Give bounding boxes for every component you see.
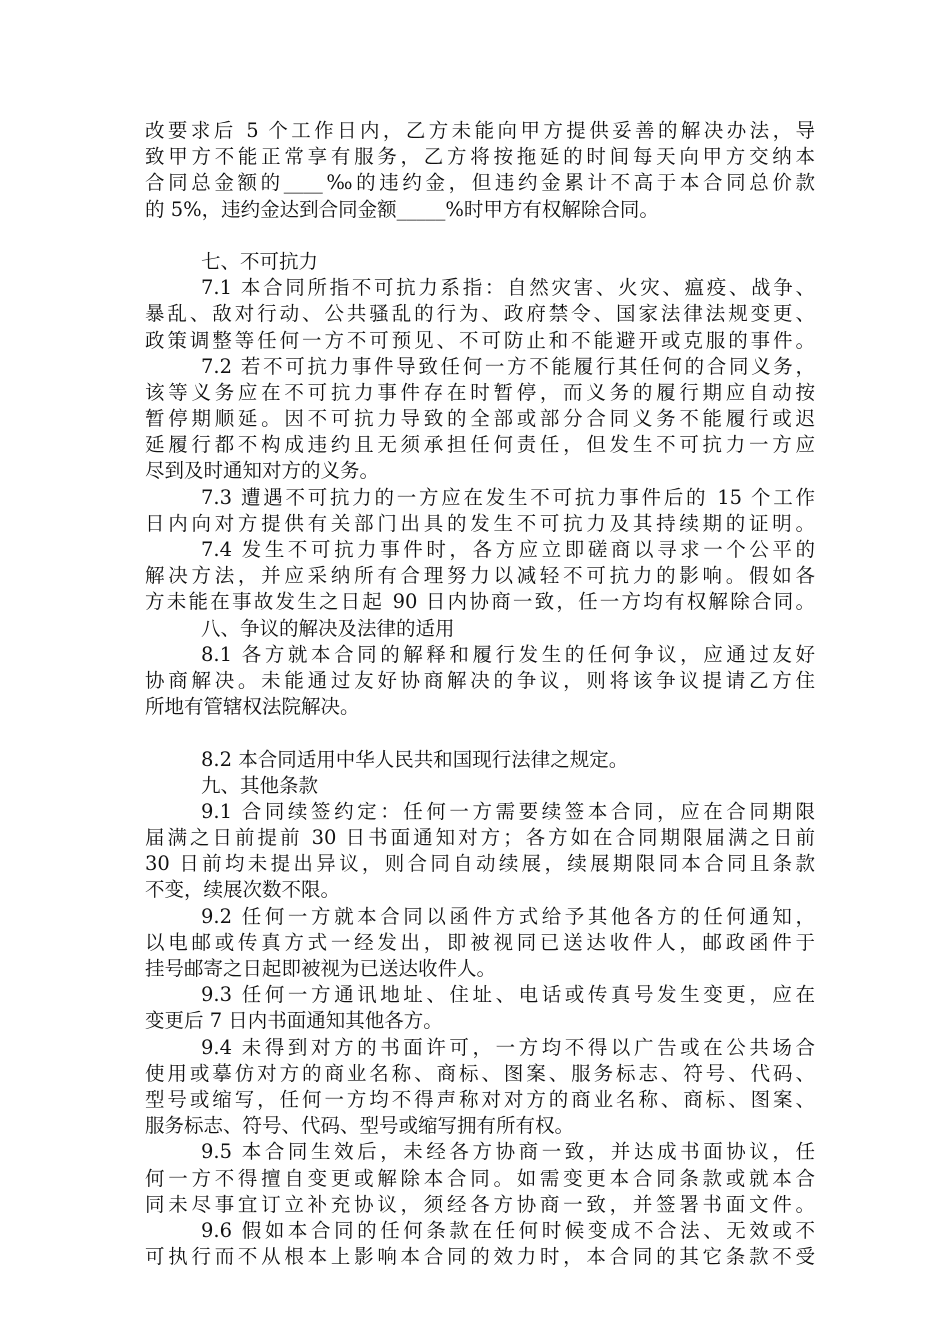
- blank-line: [145, 223, 815, 249]
- text-line: 改要求后 5 个工作日内，乙方未能向甲方提供妥善的解决办法，导: [145, 119, 815, 142]
- text-line: 政策调整等任何一方不可预见、不可防止和不能避开或克服的事件。: [145, 328, 815, 352]
- text-line: 该等义务应在不可抗力事件存在时暂停，而义务的履行期应自动按: [145, 380, 815, 404]
- text-line: 同未尽事宜订立补充协议，须经各方协商一致，并签署书面文件。: [145, 1192, 815, 1216]
- text-line: 9.1 合同续签约定：任何一方需要续签本合同，应在合同期限: [201, 799, 815, 823]
- text-line: 挂号邮寄之日起即被视为已送达收件人。: [145, 957, 497, 980]
- text-line: 9.5 本合同生效后，未经各方协商一致，并达成书面协议，任: [201, 1140, 815, 1164]
- text-line: 30 日前均未提出异议，则合同自动续展，续展期限同本合同且条款: [145, 852, 815, 876]
- text-line: 不变，续展次数不限。: [145, 878, 341, 902]
- text-line: 合同总金额的____‰的违约金，但违约金累计不高于本合同总价款: [145, 171, 815, 195]
- text-line: 型号或缩写，任何一方均不得声称对对方的商业名称、商标、图案、: [145, 1087, 815, 1111]
- text-line: 使用或摹仿对方的商业名称、商标、图案、服务标志、符号、代码、: [145, 1061, 815, 1085]
- text-line: 届满之日前提前 30 日书面通知对方；各方如在合同期限届满之日前: [145, 826, 815, 850]
- text-line: 暴乱、敌对行动、公共骚乱的行为、政府禁令、国家法律法规变更、: [145, 302, 815, 326]
- text-line: 9.4 未得到对方的书面许可，一方均不得以广告或在公共场合: [201, 1035, 815, 1059]
- text-line: 以电邮或传真方式一经发出，即被视同已送达收件人，邮政函件于: [145, 930, 815, 954]
- text-line: 解决方法，并应采纳所有合理努力以减轻不可抗力的影响。假如各: [145, 564, 815, 588]
- text-line: 致甲方不能正常享有服务，乙方将按拖延的时间每天向甲方交纳本: [145, 145, 815, 169]
- text-line: 9.2 任何一方就本合同以函件方式给予其他各方的任何通知，: [201, 904, 815, 928]
- text-line: 变更后 7 日内书面通知其他各方。: [145, 1009, 443, 1033]
- text-line: 九、其他条款: [201, 773, 319, 797]
- text-line: 7.4 发生不可抗力事件时，各方应立即磋商以寻求一个公平的: [201, 538, 815, 561]
- text-line: 7.1 本合同所指不可抗力系指：自然灾害、火灾、瘟疫、战争、: [201, 276, 815, 300]
- text-line: 的 5%，违约金达到合同金额_____%时甲方有权解除合同。: [145, 197, 659, 221]
- text-line: 9.3 任何一方通讯地址、住址、电话或传真号发生变更，应在: [201, 983, 815, 1007]
- text-line: 8.1 各方就本合同的解释和履行发生的任何争议，应通过友好: [201, 642, 815, 666]
- text-line: 8.2 本合同适用中华人民共和国现行法律之规定。: [201, 747, 629, 771]
- blank-line: [145, 720, 815, 746]
- text-line: 7.3 遭遇不可抗力的一方应在发生不可抗力事件后的 15 个工作: [201, 485, 815, 509]
- text-line: 尽到及时通知对方的义务。: [145, 459, 380, 483]
- text-line: 可执行而不从根本上影响本合同的效力时，本合同的其它条款不受: [145, 1245, 815, 1269]
- text-line: 服务标志、符号、代码、型号或缩写拥有所有权。: [145, 1114, 575, 1138]
- text-line: 八、争议的解决及法律的适用: [201, 616, 455, 640]
- text-line: 7.2 若不可抗力事件导致任何一方不能履行其任何的合同义务，: [201, 354, 815, 378]
- text-line: 暂停期顺延。因不可抗力导致的全部或部分合同义务不能履行或迟: [145, 407, 815, 431]
- text-line: 日内向对方提供有关部门出具的发生不可抗力及其持续期的证明。: [145, 511, 815, 535]
- text-line: 何一方不得擅自变更或解除本合同。如需变更本合同条款或就本合: [145, 1166, 815, 1190]
- text-line: 协商解决。未能通过友好协商解决的争议，则将该争议提请乙方住: [145, 668, 815, 692]
- text-line: 所地有管辖权法院解决。: [145, 695, 360, 719]
- text-line: 七、不可抗力: [201, 249, 319, 273]
- text-line: 延履行都不构成违约且无须承担任何责任，但发生不可抗力一方应: [145, 433, 815, 457]
- text-line: 9.6 假如本合同的任何条款在任何时候变成不合法、无效或不: [201, 1218, 815, 1242]
- text-line: 方未能在事故发生之日起 90 日内协商一致，任一方均有权解除合同。: [145, 590, 815, 614]
- document-body: [145, 118, 815, 1270]
